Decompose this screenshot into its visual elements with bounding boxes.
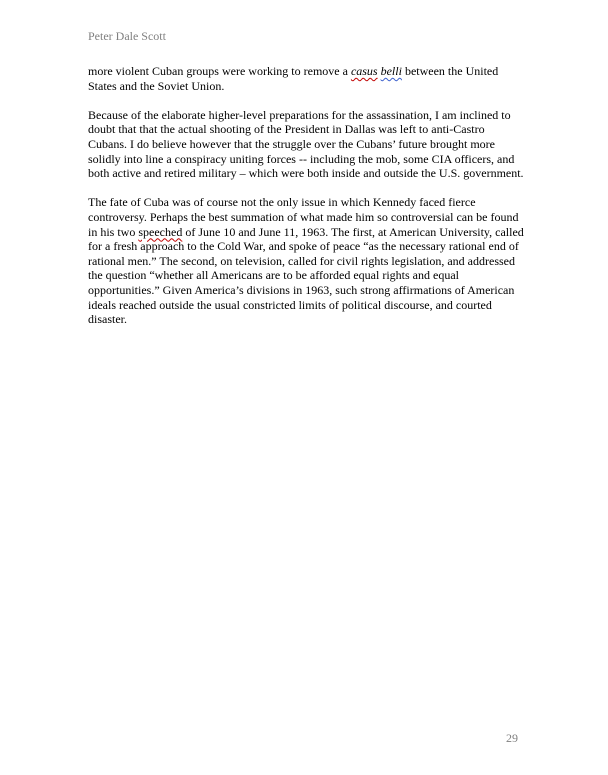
paragraph-text: Because of the elaborate higher-level preparations for the assassination, I am inclined to doubt that that the actual shooting of the President in Dallas was left to anti-Castro Cubans. I do believe however that the struggle over the Cubans’ future brought more solidly into line a conspiracy uniting forces -- including the mob, some CIA officers, and both active and retired military – which were both inside and outside the U.S. government. — [88, 107, 524, 181]
document-body — [88, 64, 526, 341]
misspelled-word-speeched: speeched — [138, 224, 183, 239]
paragraph-text: more violent Cuban groups were working to remove a — [88, 64, 351, 78]
page-number: 29 — [506, 731, 518, 745]
paragraph-3 — [88, 195, 526, 326]
paragraph-text: The fate of Cuba was of course not the only issue in which Kennedy faced fierce controversy. Perhaps the best summation of what made him so controversial can be found in his two — [88, 195, 519, 239]
page-header-author: Peter Dale Scott — [88, 29, 166, 43]
misspelled-word-belli: belli — [380, 64, 402, 78]
paragraph-1 — [88, 64, 526, 93]
paragraph-text: of June 10 and June 11, 1963. The first, at American University, called for a fresh approach to the Cold War, and spoke of peace “as the necessary rational end of rational men.” The second, on television, called for civil rights legislation, and addressed the question “whether all Americans are to be afforded equal rights and equal opportunities.” Given America’s divisions in 1963, such strong affirmations of American ideals reached outside the usual constricted limits of political discourse, and courted disaster. — [88, 224, 524, 327]
paragraph-text: between the United States and the Soviet Union. — [88, 64, 499, 93]
paragraph-2 — [88, 108, 526, 181]
misspelled-word-casus: casus — [350, 64, 378, 78]
